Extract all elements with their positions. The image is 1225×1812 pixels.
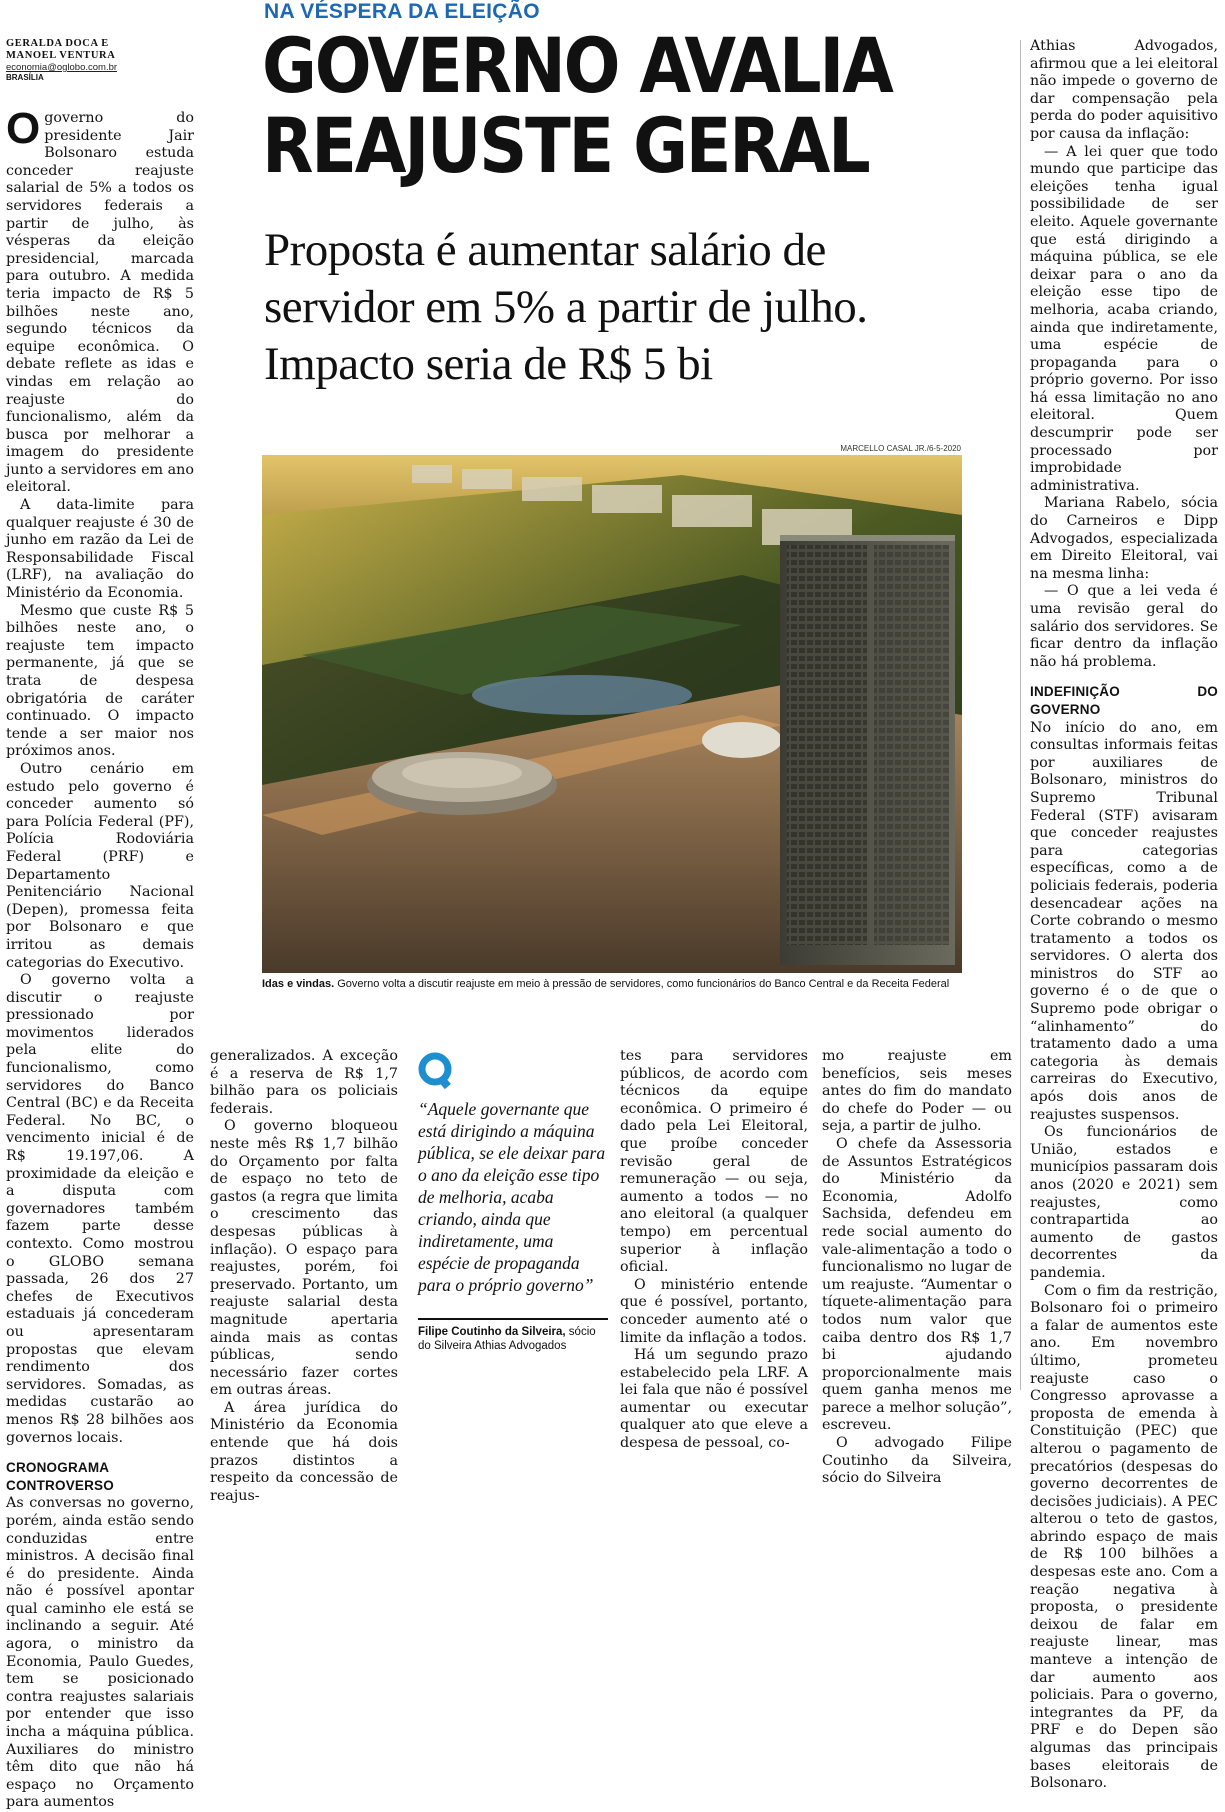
byline	[6, 38, 201, 83]
photo-credit: MARCELLO CASAL JR./6-5-2020	[840, 444, 961, 453]
article-column-6	[1030, 38, 1218, 1793]
dropcap: O	[6, 104, 41, 153]
paragraph: O governo bloqueou neste mês R$ 1,7 bilhão do Orçamento por falta de espaço no teto de gastos (a regra que limita o crescimento das despesas públicas à inflação). O espaço para reajustes, porém, foi preservado. Portanto, um reajuste salarial desta magnitude apertaria ainda mais as contas públicas, sendo necessário fazer cortes em outras áreas.	[210, 1118, 398, 1399]
paragraph: A área jurídica do Ministério da Economia entende que há dois prazos distintos a respeito da concessão de reajus-	[210, 1399, 398, 1504]
paragraph: Mariana Rabelo, sócia do Carneiros e Dipp Advogados, especializada em Direito Eleitoral, vai na mesma linha:	[1030, 495, 1218, 582]
paragraph: Athias Advogados, afirmou que a lei eleitoral não impede o governo de dar compensação pela perda do poder aquisitivo por causa da inflação:	[1030, 38, 1218, 142]
paragraph: O ministério entende que é possível, portanto, conceder aumento até o limite da inflação a todos.	[620, 1276, 808, 1346]
paragraph: Com o fim da restrição, Bolsonaro foi o primeiro a falar de aumentos este ano. Em novembro último, prometeu reajuste caso o Congresso aprovasse a proposta de emenda à Constituição (PEC) que alterou o pagamento de precatórios (despesas do governo decorrentes de decisões judiciais). A PEC alterou o teto de gastos, abrindo espaço de mais de R$ 100 bilhões a despesas este ano. Com a reação negativa à proposta, o presidente deixou de falar em reajuste linear, mas manteve a intenção de dar aumento aos policiais. Para o governo, integrantes da PF, da PRF e do Depen são algumas das principais bases eleitorais de Bolsonaro.	[1030, 1282, 1218, 1792]
author-names-line1: GERALDA DOCA E	[6, 38, 109, 49]
photo-caption	[262, 978, 982, 991]
pull-quote-source	[418, 1325, 610, 1353]
section-subhead: INDEFINIÇÃO DO GOVERNO	[1030, 684, 1218, 717]
caption-text: Governo volta a discutir reajuste em meio à pressão de servidores, como funcionários do Banco Central e da Receita Federal	[334, 978, 950, 990]
photo-illustration	[262, 455, 962, 973]
article-column-2	[210, 1048, 398, 1505]
author-names-line2: MANOEL VENTURA	[6, 50, 116, 61]
paragraph: generalizados. A exceção é a reserva de R$ 1,7 bilhão para os policiais federais.	[210, 1048, 398, 1117]
column-divider	[1020, 40, 1021, 1390]
paragraph: Outro cenário em estudo pelo governo é conceder aumento só para Polícia Federal (PF), Polícia Rodoviária Federal (PRF) e Departamento Penitenciário Nacional (Depen), promessa feita por Bolsonaro e que irritou as demais categorias do Executivo.	[6, 760, 194, 971]
paragraph: Há um segundo prazo estabelecido pela LRF. A lei fala que não é possível aumentar ou executar qualquer ato que eleve a despesa de pessoal, co-	[620, 1347, 808, 1452]
congress-photo	[262, 455, 962, 973]
deck-subheadline: Proposta é aumentar salário de servidor em 5% a partir de julho. Impacto seria de R$ 5 bi	[264, 224, 868, 390]
paragraph: O advogado Filipe Coutinho da Silveira, sócio do Silveira	[822, 1435, 1012, 1487]
dateline-city: BRASÍLIA	[6, 73, 44, 82]
paragraph: — O que a lei veda é uma revisão geral do salário dos servidores. Se ficar dentro da inflação não há problema.	[1030, 583, 1218, 670]
caption-lead: Idas e vindas.	[262, 978, 335, 990]
paragraph: Mesmo que custe R$ 5 bilhões neste ano, o reajuste tem impacto permanente, já que se trata de despesa obrigatória de caráter continuado. O impacto tende a ser maior nos próximos anos.	[6, 602, 194, 760]
article-column-1	[6, 104, 194, 1812]
paragraph: O governo volta a discutir o reajuste pressionado por movimentos liderados pela elite do funcionalismo, como servidores do Banco Central (BC) e da Receita Federal. No BC, o vencimento inicial é de R$ 19.197,06. A proximidade da eleição e a disputa com governadores também fazem parte desse contexto. Como mostrou o GLOBO semana passada, 26 dos 27 chefes de Executivos estaduais já concederam ou apresentaram propostas que elevam rendimento dos servidores. Somadas, as medidas custarão ao menos R$ 28 bilhões aos governos locais.	[6, 972, 194, 1446]
quote-icon	[418, 1052, 454, 1094]
kicker: NA VÉSPERA DA ELEIÇÃO	[264, 0, 540, 23]
author-email-link[interactable]: economia@oglobo.com.br	[6, 62, 118, 73]
paragraph: O chefe da Assessoria de Assuntos Estratégicos do Ministério da Economia, Adolfo Sachsida, defendeu em rede social aumento do vale-alimentação a todo o funcionalismo no lugar de um reajuste. “Aumentar o tíquete-alimentação para todos num valor que caiba dentro dos R$ 1,7 bi ajudando proporcionalmente mais quem ganha menos me parece a melhor solução”, escreveu.	[822, 1135, 1012, 1434]
paragraph: — A lei quer que todo mundo que participe das eleições tenha igual possibilidade de ser eleito. Aquele governante que está dirigindo a máquina pública, se ele deixar para o ano da eleição esse tipo de melhoria, acaba criando, ainda que indiretamente, uma espécie de propaganda para o próprio governo. Por isso há essa limitação no ano eleitoral. Quem descumprir pode ser processado por improbidade administrativa.	[1030, 143, 1218, 494]
paragraph: Os funcionários de União, estados e municípios passaram dois anos (2020 e 2021) sem reajustes, como contrapartida ao aumento de gastos decorrentes da pandemia.	[1030, 1124, 1218, 1281]
headline: GOVERNO AVALIA REAJUSTE GERAL	[262, 21, 892, 190]
divider	[418, 1318, 608, 1320]
paragraph: O governo do presidente Jair Bolsonaro estuda conceder reajuste salarial de 5% a todos os servidores federais a partir de julho, às vésperas da eleição presidencial, marcada para outubro. A medida teria impacto de R$ 5 bilhões neste ano, segundo técnicos da equipe econômica. O debate reflete as idas e vindas em relação ao reajuste do funcionalismo, além da busca por melhorar a imagem do presidente junto a servidores em ano eleitoral.	[6, 104, 194, 496]
paragraph: A data-limite para qualquer reajuste é 30 de junho em razão da Lei de Responsabilidade Fiscal (LRF), na avaliação do Ministério da Economia.	[6, 497, 194, 602]
source-name: Filipe Coutinho da Silveira,	[418, 1326, 566, 1338]
paragraph: tes para servidores públicos, de acordo com técnicos da equipe econômica. O primeiro é dado pela Lei Eleitoral, que proíbe conceder revisão geral de remuneração — ou seja, aumento a todos — no ano eleitoral (a qualquer tempo) em percentual superior à inflação oficial.	[620, 1048, 808, 1276]
paragraph: No início do ano, em consultas informais feitas por auxiliares de Bolsonaro, ministros do Supremo Tribunal Federal (STF) avisaram que conceder reajustes para categorias específicas, como a de policiais federais, poderia desencadear ações na Corte cobrando o mesmo tratamento a todos os servidores. O alerta dos ministros do STF ao governo é o de que o Supremo pode obrigar o “alinhamento” do tratamento dado a uma categoria às demais carreiras do Executivo, após dois anos de reajustes suspensos.	[1030, 719, 1218, 1123]
article-column-5	[822, 1048, 1012, 1488]
source-role: sócio do Silveira Athias Advogados	[418, 1326, 596, 1352]
section-subhead: CRONOGRAMA CONTROVERSO	[6, 1460, 114, 1493]
paragraph: mo reajuste em benefícios, seis meses antes do fim do mandato do chefe do Poder — ou seja, a partir de julho.	[822, 1048, 1012, 1135]
pull-quote-text: “Aquele governante que está dirigindo a máquina pública, se ele deixar para o ano da eleição esse tipo de melhoria, acaba criando, ainda que indiretamente, uma espécie de propaganda para o próprio governo”	[418, 1099, 606, 1295]
paragraph: As conversas no governo, porém, ainda estão sendo conduzidas entre ministros. A decisão final é do presidente. Ainda não é possível apontar qual caminho ele está se inclinando a seguir. Até agora, o ministro da Economia, Paulo Guedes, tem se posicionado contra reajustes salariais por entender que isso incha a máquina pública. Auxiliares do ministro têm dito que não há espaço no Orçamento para aumentos	[6, 1495, 194, 1811]
article-column-4	[620, 1048, 808, 1453]
